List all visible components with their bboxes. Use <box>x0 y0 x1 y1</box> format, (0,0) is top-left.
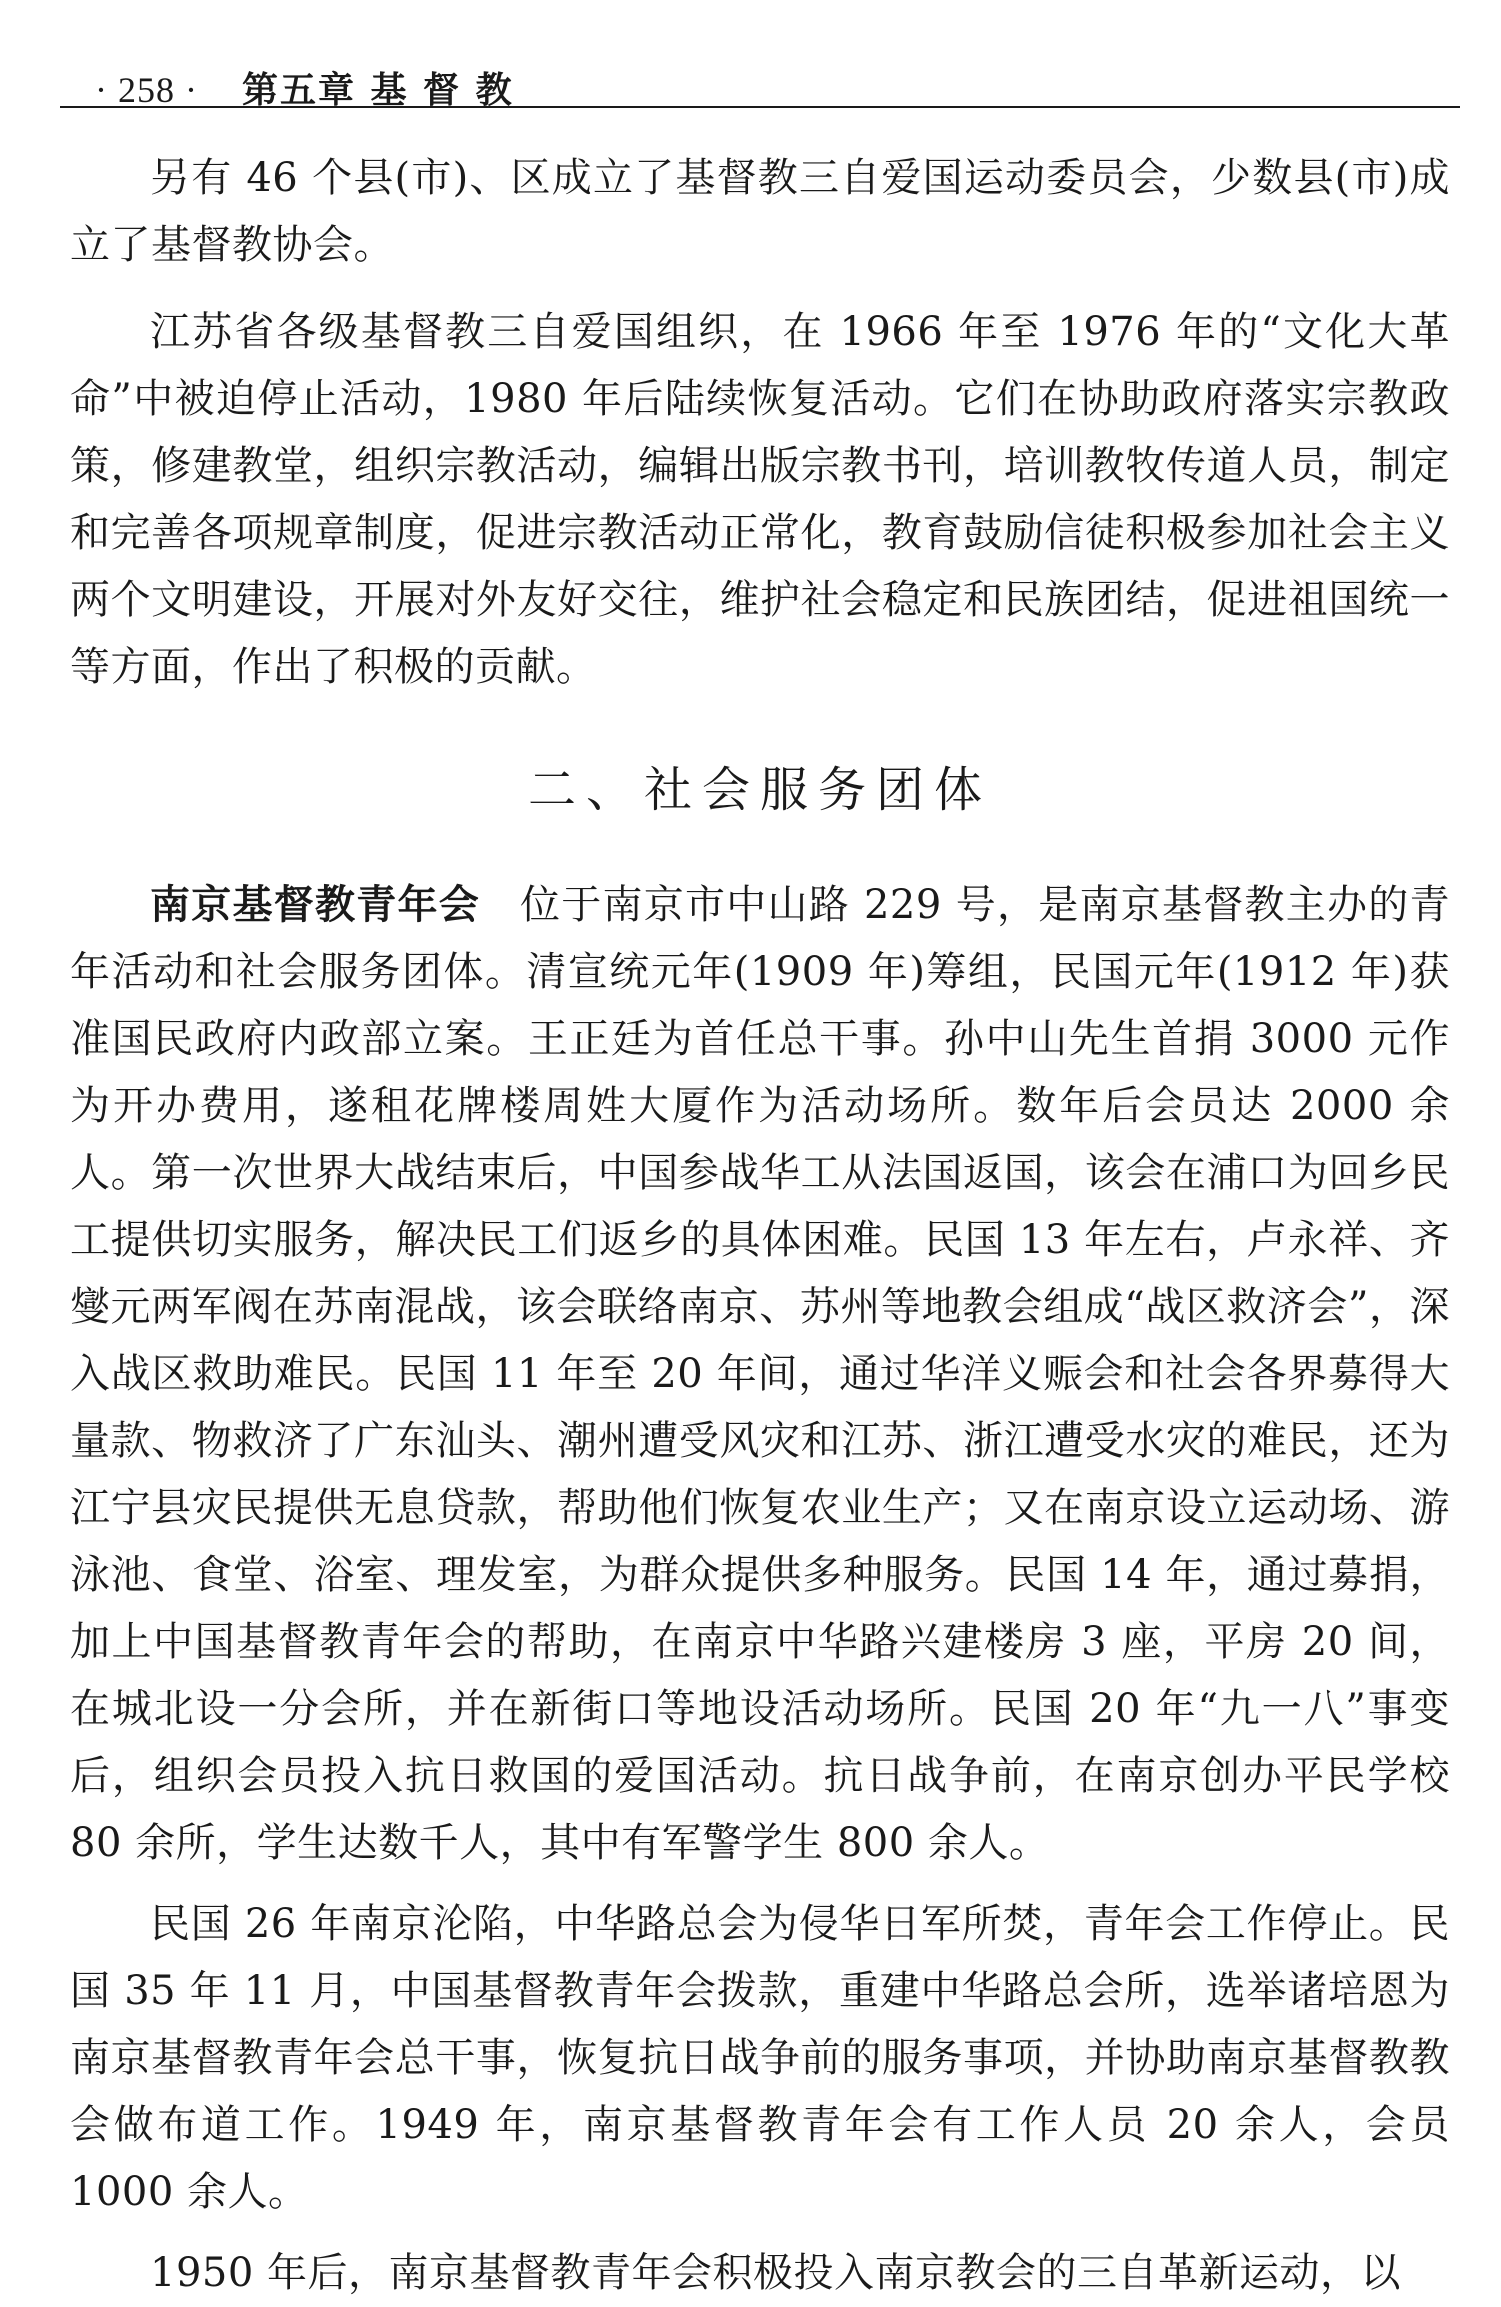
running-header <box>95 62 514 112</box>
chapter-title: 第五章 基 督 教 <box>241 70 514 111</box>
entry-paragraph-3: 1950 年后，南京基督教青年会积极投入南京教会的三自革新运动，以 <box>150 2250 1402 2296</box>
paragraph-2: 江苏省各级基督教三自爱国组织，在 1966 年至 1976 年的“文化大革命”中被迫停止活动，1980 年后陆续恢复活动。它们在协助政府落实宗教政策，修建教堂，组织宗教活动，编辑出版宗教书刊，培训教牧传道人员，制定和完善各项规章制度，促进宗教活动正常化，教育鼓励信徒积极参加社会主义两个文明建设，开展对外友好交往，维护社会稳定和民族团结，促进祖国统一等方面，作出了积极的贡献。 <box>70 309 1450 690</box>
entry-paragraph-1-text: 位于南京市中山路 229 号，是南京基督教主办的青年活动和社会服务团体。清宣统元年(1909 年)筹组，民国元年(1912 年)获准国民政府内政部立案。王正廷为首任总干事。孙中山先生首捐 3000 元作为开办费用，遂租花牌楼周姓大厦作为活动场所。数年后会员达 2000 余人。第一次世界大战结束后，中国参战华工从法国返国，该会在浦口为回乡民工提供切实服务，解决民工们返乡的具体困难。民国 13 年左右，卢永祥、齐燮元两军阀在苏南混战，该会联络南京、苏州等地教会组成“战区救济会”，深入战区救助难民。民国 11 年至 20 年间，通过华洋义赈会和社会各界募得大量款、物救济了广东汕头、潮州遭受风灾和江苏、浙江遭受水灾的难民，还为江宁县灾民提供无息贷款，帮助他们恢复农业生产；又在南京设立运动场、游泳池、食堂、浴室、理发室，为群众提供多种服务。民国 14 年，通过募捐，加上中国基督教青年会的帮助，在南京中华路兴建楼房 3 座，平房 20 间，在城北设一分会所，并在新街口等地设活动场所。民国 20 年“九一八”事变后，组织会员投入抗日救国的爱国活动。抗日战争前，在南京创办平民学校 80 余所，学生达数千人，其中有军警学生 800 余人。 <box>70 882 1451 1866</box>
header-rule <box>60 106 1460 108</box>
body-text <box>70 145 1450 2307</box>
page-number: · 258 · <box>95 70 198 110</box>
entry-paragraph-1 <box>70 872 1450 1877</box>
entry-lead-title: 南京基督教青年会 <box>150 882 480 928</box>
section-heading: 二、社会服务团体 <box>527 762 992 818</box>
paragraph-1: 另有 46 个县(市)、区成立了基督教三自爱国运动委员会，少数县(市)成立了基督教协会。 <box>70 155 1450 268</box>
entry-paragraph-2: 民国 26 年南京沦陷，中华路总会为侵华日军所焚，青年会工作停止。民国 35 年 11 月，中国基督教青年会拨款，重建中华路总会所，选举诸培恩为南京基督教青年会总干事，恢复抗日战争前的服务事项，并协助南京基督教教会做布道工作。1949 年，南京基督教青年会有工作人员 20 余人，会员 1000 余人。 <box>70 1901 1450 2215</box>
